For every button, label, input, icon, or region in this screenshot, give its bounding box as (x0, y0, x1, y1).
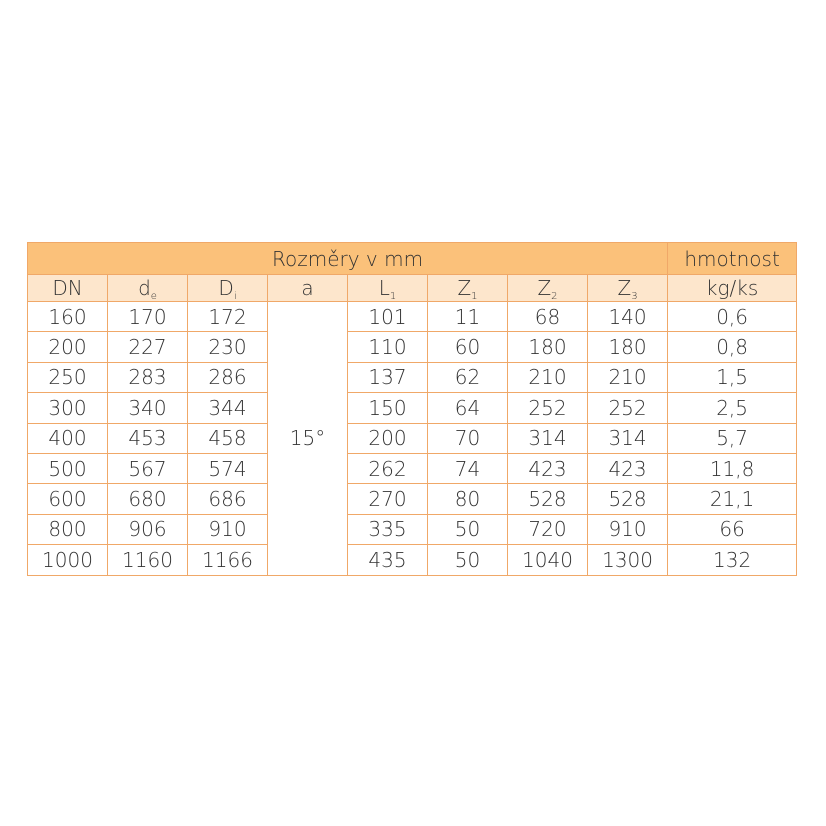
table-cell: 1160 (108, 545, 188, 575)
table-cell: 172 (188, 302, 268, 332)
table-cell: 227 (108, 332, 188, 362)
table-cell: 600 (28, 484, 108, 514)
column-header-label: Z (537, 276, 552, 300)
table-cell: 160 (28, 302, 108, 332)
table-cell: 458 (188, 423, 268, 453)
table-cell: 250 (28, 362, 108, 392)
table-cell: 400 (28, 423, 108, 453)
table-cell: 283 (108, 362, 188, 392)
title-row (28, 243, 797, 275)
column-header (668, 275, 797, 302)
table-cell: 423 (588, 453, 668, 483)
table-cell: 335 (348, 514, 428, 544)
table-cell: 314 (508, 423, 588, 453)
column-header (348, 275, 428, 302)
column-header-label: d (138, 276, 151, 300)
table-cell: 200 (348, 423, 428, 453)
table-cell: 64 (428, 393, 508, 423)
weight-title: hmotnost (668, 243, 797, 275)
table-cell: 720 (508, 514, 588, 544)
table-row (28, 484, 797, 514)
column-header-subscript: 1 (471, 291, 478, 302)
table-cell: 262 (348, 453, 428, 483)
table-cell: 344 (188, 393, 268, 423)
column-header-label: L (378, 276, 390, 300)
table-cell: 300 (28, 393, 108, 423)
column-header (108, 275, 188, 302)
column-header-subscript: i (233, 291, 237, 302)
column-header (588, 275, 668, 302)
table-cell: 574 (188, 453, 268, 483)
table-cell: 567 (108, 453, 188, 483)
table-cell: 60 (428, 332, 508, 362)
table-cell: 180 (508, 332, 588, 362)
table-cell: 340 (108, 393, 188, 423)
table-cell: 210 (508, 362, 588, 392)
table-cell: 270 (348, 484, 428, 514)
table-cell: 910 (188, 514, 268, 544)
table-row (28, 545, 797, 575)
table-cell: 101 (348, 302, 428, 332)
column-header (268, 275, 348, 302)
table-cell: 210 (588, 362, 668, 392)
table-cell: 140 (588, 302, 668, 332)
table-cell: 314 (588, 423, 668, 453)
table-cell: 200 (28, 332, 108, 362)
table-cell: 132 (668, 545, 797, 575)
table-cell: 1166 (188, 545, 268, 575)
column-header-subscript: 1 (389, 291, 397, 302)
table-cell: 686 (188, 484, 268, 514)
table-cell: 21,1 (668, 484, 797, 514)
table-cell: 1,5 (668, 362, 797, 392)
table-row (28, 393, 797, 423)
table-cell: 66 (668, 514, 797, 544)
table-cell: 800 (28, 514, 108, 544)
table-row (28, 453, 797, 483)
angle-cell: 15° (268, 302, 348, 576)
column-header-row (28, 275, 797, 302)
table-cell: 170 (108, 302, 188, 332)
table-cell: 70 (428, 423, 508, 453)
table-cell: 68 (508, 302, 588, 332)
column-header-label: a (301, 276, 314, 300)
table-cell: 680 (108, 484, 188, 514)
column-header-label: Z (617, 276, 632, 300)
table-cell: 252 (588, 393, 668, 423)
table-cell: 50 (428, 514, 508, 544)
table-cell: 180 (588, 332, 668, 362)
table-row (28, 302, 797, 332)
column-header (508, 275, 588, 302)
table-cell: 150 (348, 393, 428, 423)
table-cell: 2,5 (668, 393, 797, 423)
table-cell: 137 (348, 362, 428, 392)
table-title: Rozměry v mm (28, 243, 668, 275)
table-cell: 230 (188, 332, 268, 362)
table-cell: 286 (188, 362, 268, 392)
table-cell: 74 (428, 453, 508, 483)
table-cell: 528 (508, 484, 588, 514)
table-row (28, 332, 797, 362)
column-header (188, 275, 268, 302)
table-cell: 423 (508, 453, 588, 483)
table-cell: 910 (588, 514, 668, 544)
table-cell: 1300 (588, 545, 668, 575)
table-cell: 435 (348, 545, 428, 575)
table-row (28, 514, 797, 544)
column-header-subscript: e (150, 291, 157, 302)
column-header (28, 275, 108, 302)
column-header-subscript: 3 (631, 291, 638, 302)
column-header-label: Z (457, 276, 472, 300)
table-cell: 1000 (28, 545, 108, 575)
table-cell: 500 (28, 453, 108, 483)
table-cell: 0,8 (668, 332, 797, 362)
table-cell: 1040 (508, 545, 588, 575)
table-cell: 11 (428, 302, 508, 332)
table-cell: 110 (348, 332, 428, 362)
table-cell: 906 (108, 514, 188, 544)
column-header-label: D (218, 276, 234, 300)
table-row (28, 362, 797, 392)
table-cell: 50 (428, 545, 508, 575)
table-cell: 5,7 (668, 423, 797, 453)
table-cell: 80 (428, 484, 508, 514)
table-cell: 11,8 (668, 453, 797, 483)
table-cell: 252 (508, 393, 588, 423)
column-header (428, 275, 508, 302)
column-header-label: kg/ks (705, 276, 759, 300)
column-header-subscript: 2 (551, 291, 558, 302)
table-cell: 0,6 (668, 302, 797, 332)
table-row (28, 423, 797, 453)
table-cell: 528 (588, 484, 668, 514)
dimensions-table (27, 242, 797, 576)
column-header-label: DN (52, 276, 83, 300)
table-cell: 453 (108, 423, 188, 453)
table-cell: 62 (428, 362, 508, 392)
